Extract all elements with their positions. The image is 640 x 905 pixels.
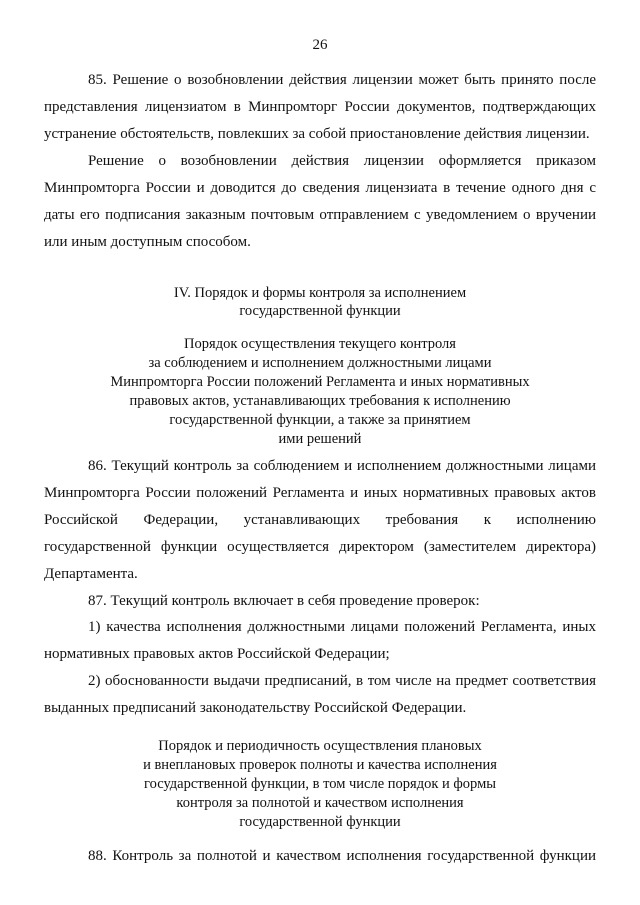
paragraph-87: 87. Текущий контроль включает в себя проведение проверок:	[88, 593, 480, 609]
subheading-1-line: Порядок осуществления текущего контроля	[184, 336, 456, 352]
paragraph-88: 88. Контроль за полнотой и качеством исполнения государственной функции	[88, 848, 596, 864]
subheading-2-line: контроля за полнотой и качеством исполнения	[176, 795, 464, 811]
subheading-2-line: государственной функции	[239, 814, 401, 830]
list-item-2: 2) обоснованности выдачи предписаний, в том числе на предмет соответствия выданных предписаний законодательству Российской Федерации.	[44, 673, 596, 716]
list-item-1: 1) качества исполнения должностными лицами положений Регламента, иных нормативных правовых актов Российской Федерации;	[44, 619, 596, 662]
paragraph-license-resumption-order: Решение о возобновлении действия лицензии оформляется приказом Минпромторга России и доводится до сведения лицензиата в течение одного дня с даты его подписания заказным почтовым отправлением с уведомлением о вручении или иным доступным способом.	[44, 153, 596, 250]
subheading-1-line: государственной функции, а также за принятием	[169, 412, 471, 428]
subheading-2-line: государственной функции, в том числе порядок и формы	[144, 776, 496, 792]
subheading-1-line: Минпромторга России положений Регламента и иных нормативных	[110, 374, 530, 390]
paragraph-85: 85. Решение о возобновлении действия лицензии может быть принято после представления лицензиатом в Минпромторг России документов, подтверждающих устранение обстоятельств, повлекших за собой приостановление действия лицензии.	[44, 72, 596, 142]
subheading-2-line: Порядок и периодичность осуществления плановых	[158, 738, 482, 754]
subheading-1-line: за соблюдением и исполнением должностными лицами	[148, 355, 492, 371]
section-heading-line-1: IV. Порядок и формы контроля за исполнением	[173, 285, 467, 301]
subheading-1-line: правовых актов, устанавливающих требования к исполнению	[129, 393, 511, 409]
subheading-2-line: и внеплановых проверок полноты и качества исполнения	[143, 757, 497, 773]
section-heading-line-2: государственной функции	[239, 303, 401, 319]
page-number: 26	[312, 37, 328, 53]
paragraph-86: 86. Текущий контроль за соблюдением и исполнением должностными лицами Минпромторга России положений Регламента и иных нормативных правовых актов Российской Федерации, устанавливающих требования к исполнению государственной функции осуществляется директором (заместителем директора) Департамента.	[44, 458, 596, 582]
subheading-1-line: ими решений	[278, 431, 362, 447]
